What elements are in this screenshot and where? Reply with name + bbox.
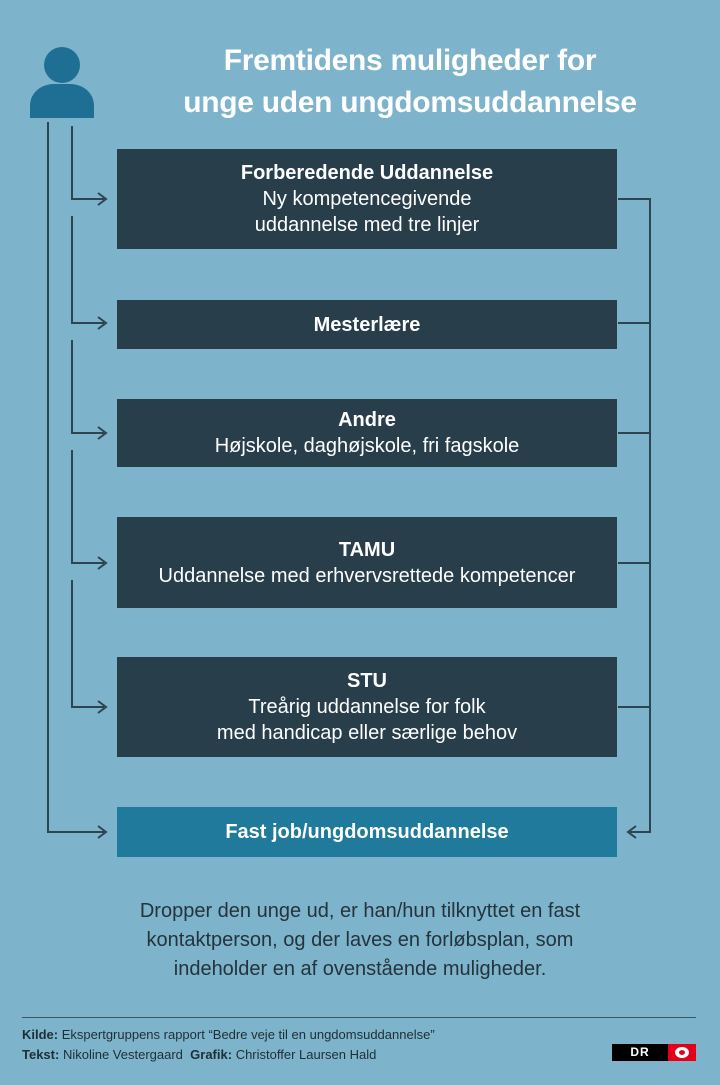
dr-logo-mark [668, 1044, 696, 1061]
option-description: Ny kompetencegivende [262, 188, 472, 210]
option-heading: TAMU [338, 538, 396, 561]
author-credit [22, 1045, 435, 1065]
option-stu [117, 657, 617, 757]
title-line-1: Fremtidens muligheder for [223, 44, 597, 77]
option-andre [117, 399, 617, 467]
divider [22, 1017, 696, 1018]
title-line-2: unge uden ungdomsuddannelse [183, 86, 637, 119]
option-mesterlaere [117, 300, 617, 349]
dr-logo-text: DR [612, 1044, 668, 1061]
footnote-line: indeholder en af ovenstående muligheder. [173, 958, 547, 980]
dr-logo [612, 1044, 696, 1061]
final-outcome [117, 807, 617, 857]
text-author: Nikoline Vestergaard [62, 1047, 183, 1062]
graphic-author: Christoffer Laursen Hald [235, 1047, 377, 1062]
source-text: Ekspertgruppens rapport “Bedre veje til en ungdomsuddannelse” [61, 1027, 435, 1042]
option-forberedende-uddannelse [117, 149, 617, 249]
credits [22, 1025, 435, 1065]
option-description: med handicap eller særlige behov [216, 722, 518, 744]
footnote-line: Dropper den unge ud, er han/hun tilknyttet en fast [139, 900, 581, 922]
source-label: Kilde: [22, 1027, 59, 1042]
option-tamu [117, 517, 617, 608]
option-description: Uddannelse med erhvervsrettede kompetencer [158, 564, 576, 587]
option-heading: STU [347, 670, 387, 692]
option-description: Treårig uddannelse for folk [248, 696, 486, 718]
source-credit [22, 1025, 435, 1045]
final-outcome-label: Fast job/ungdomsuddannelse [225, 821, 509, 843]
option-heading: Mesterlære [313, 313, 421, 336]
option-description: Højskole, daghøjskole, fri fagskole [214, 435, 520, 457]
option-heading: Andre [338, 409, 396, 431]
option-description: uddannelse med tre linjer [254, 214, 480, 236]
graphic-label: Grafik: [190, 1047, 233, 1062]
footnote-line: kontaktperson, og der laves en forløbsplan, som [146, 929, 574, 951]
text-label: Tekst: [22, 1047, 60, 1062]
option-heading: Forberedende Uddannelse [240, 162, 494, 184]
footnote-text [60, 897, 660, 984]
